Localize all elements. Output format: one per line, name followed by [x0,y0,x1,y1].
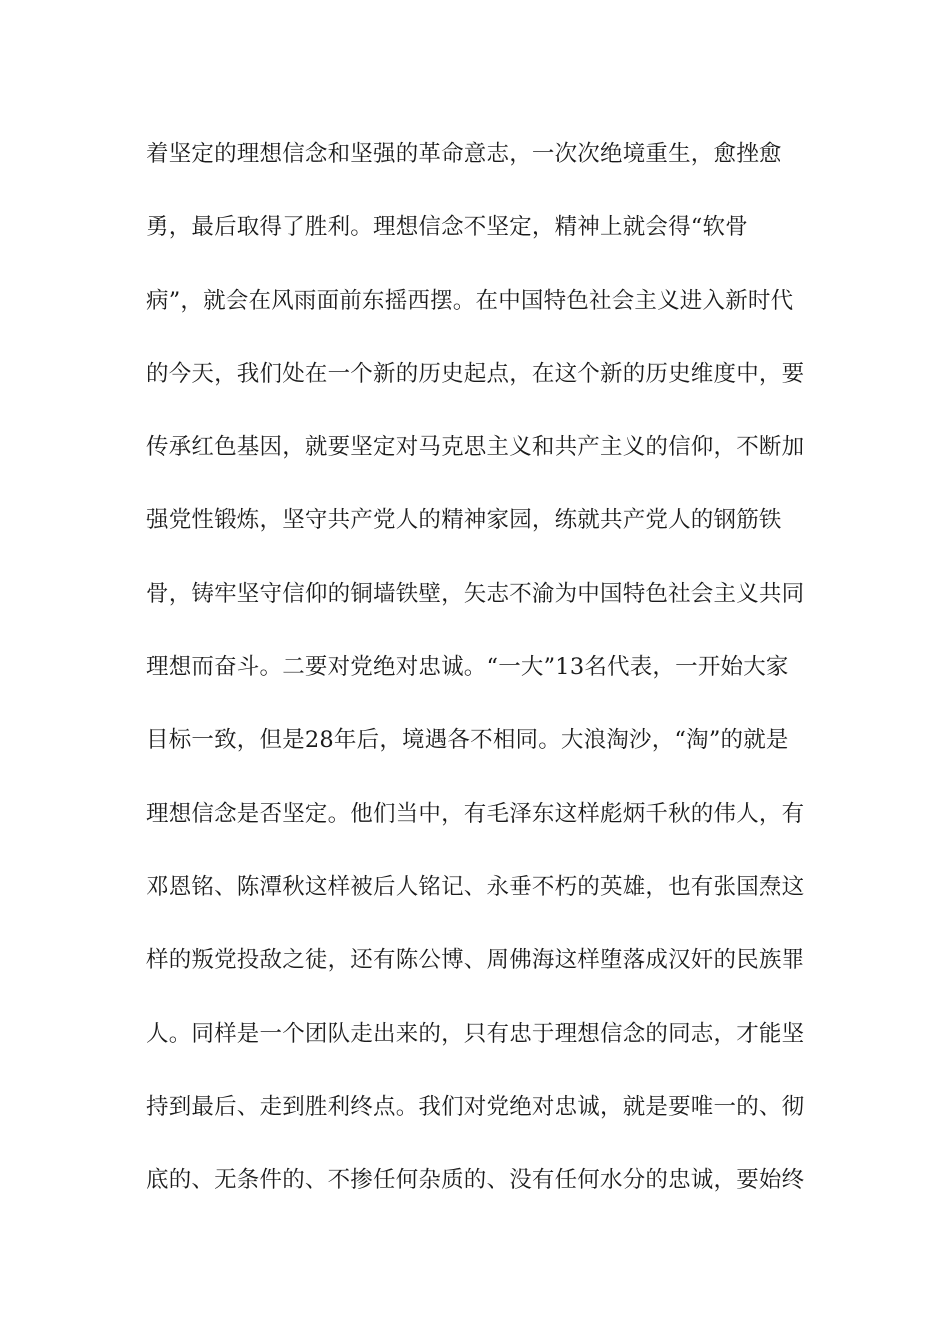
text-line: 病”，就会在风雨面前东摇西摆。在中国特色社会主义进入新时代 [146,287,794,314]
text-line: 的今天，我们处在一个新的历史起点，在这个新的历史维度中，要 [146,360,805,387]
text-line: 目标一致，但是28年后，境遇各不相同。大浪淘沙，“淘”的就是 [146,727,789,754]
text-line: 勇，最后取得了胜利。理想信念不坚定，精神上就会得“软骨 [146,214,748,241]
text-line: 骨，铸牢坚守信仰的铜墙铁壁，矢志不渝为中国特色社会主义共同 [146,580,805,607]
text-line: 强党性锻炼，坚守共产党人的精神家园，练就共产党人的钢筋铁 [146,507,782,534]
text-line: 人。同样是一个团队走出来的，只有忠于理想信念的同志，才能坚 [146,1020,805,1047]
text-line: 理想而奋斗。二要对党绝对忠诚。“一大”13名代表，一开始大家 [146,654,789,681]
text-line: 底的、无条件的、不掺任何杂质的、没有任何水分的忠诚，要始终 [146,1167,805,1194]
text-line: 传承红色基因，就要坚定对马克思主义和共产主义的信仰，不断加 [146,434,805,461]
text-line: 样的叛党投敌之徒，还有陈公博、周佛海这样堕落成汉奸的民族罪 [146,947,805,974]
text-line: 着坚定的理想信念和坚强的革命意志，一次次绝境重生，愈挫愈 [146,141,782,167]
text-line: 理想信念是否坚定。他们当中，有毛泽东这样彪炳千秋的伟人，有 [146,800,805,827]
text-line: 邓恩铭、陈潭秋这样被后人铭记、永垂不朽的英雄，也有张国焘这 [146,873,805,900]
body-text [146,136,816,1235]
text-line: 持到最后、走到胜利终点。我们对党绝对忠诚，就是要唯一的、彻 [146,1093,805,1120]
